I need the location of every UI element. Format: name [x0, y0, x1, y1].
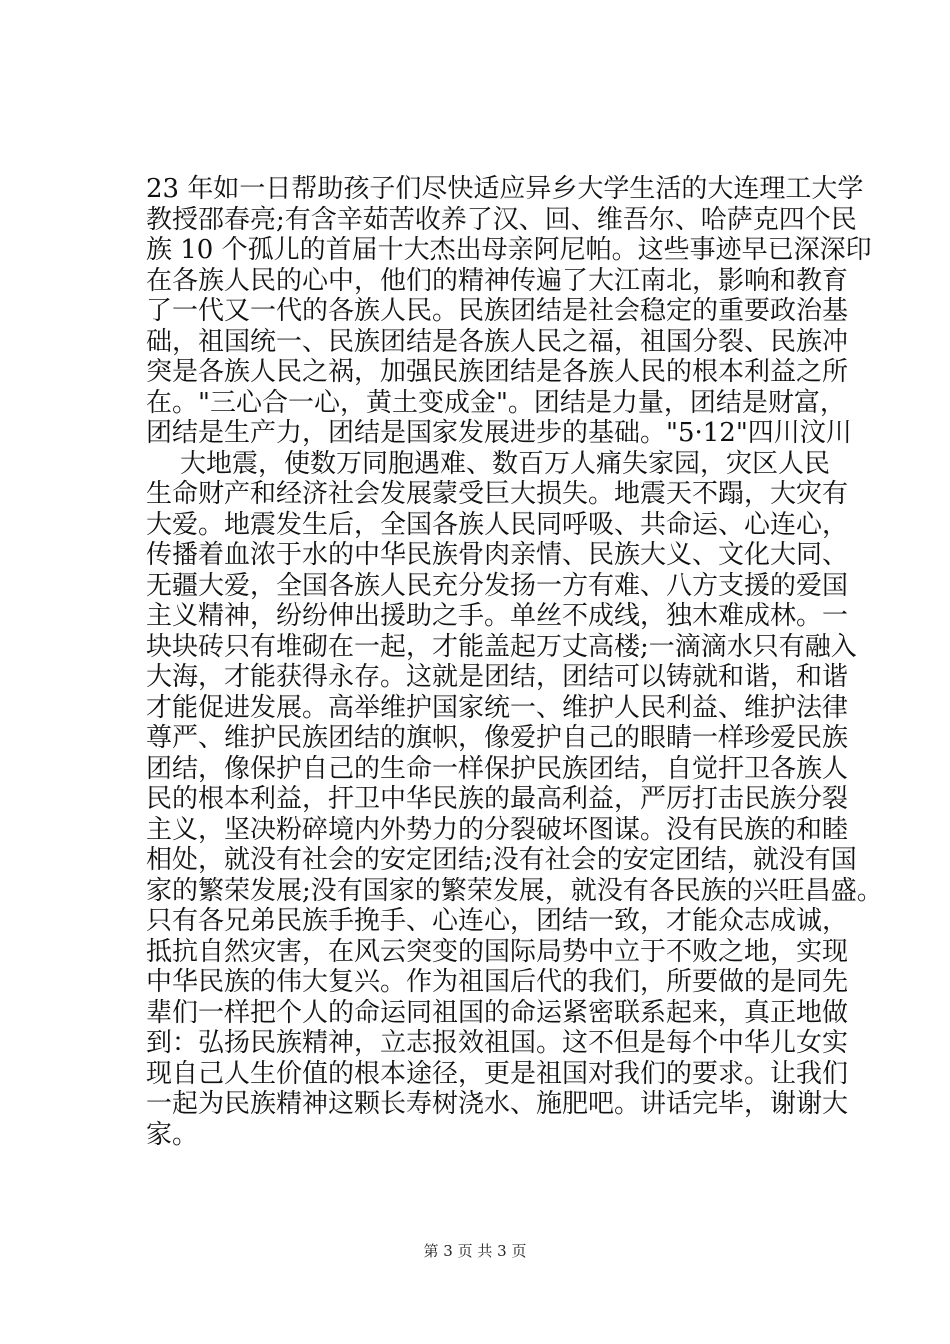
- text-line-6: 础，祖国统一、民族团结是各族人民之福，祖国分裂、民族冲: [146, 326, 849, 357]
- text-line-29: 到：弘扬民族精神，立志报效祖国。这不但是每个中华儿女实: [146, 1028, 849, 1058]
- text-line-1: 23 年如一日帮助孩子们尽快适应异乡大学生活的大连理工大学: [146, 174, 864, 204]
- text-line-26: 抵抗自然灾害，在风云突变的国际局势中立于不败之地，实现: [146, 936, 849, 967]
- page-number-footer: 第 3 页 共 3 页: [423, 1242, 527, 1260]
- text-line-23: 相处，就没有社会的安定团结;没有社会的安定团结，就没有国: [146, 845, 857, 875]
- document-body: [146, 174, 883, 1150]
- text-line-28: 辈们一样把个人的命运同祖国的命运紧密联系起来，真正地做: [146, 997, 849, 1028]
- text-line-3: 族 10 个孤儿的首届十大杰出母亲阿尼帕。这些事迹早已深深印: [146, 235, 872, 265]
- text-line-24: 家的繁荣发展;没有国家的繁荣发展，就没有各民族的兴旺昌盛。: [146, 875, 883, 906]
- text-line-17: 大海，才能获得永存。这就是团结，团结可以铸就和谐，和谐: [146, 662, 849, 692]
- text-line-8: 在。"三心合一心，黄土变成金"。团结是力量，团结是财富，: [146, 387, 846, 418]
- text-line-18: 才能促进发展。高举维护国家统一、维护人民利益、维护法律: [146, 692, 849, 723]
- text-line-4: 在各族人民的心中，他们的精神传遍了大江南北，影响和教育: [146, 265, 849, 296]
- text-line-21: 民的根本利益，扞卫中华民族的最高利益，严厉打击民族分裂: [146, 784, 849, 814]
- text-line-19: 尊严、维护民族团结的旗帜，像爱护自己的眼睛一样珍爱民族: [146, 723, 849, 753]
- text-line-31: 一起为民族精神这颗长寿树浇水、施肥吧。讲话完毕，谢谢大: [146, 1089, 849, 1119]
- text-line-11: 生命财产和经济社会发展蒙受巨大损失。地震天不蹋，大灾有: [146, 479, 849, 509]
- text-line-15: 主义精神，纷纷伸出援助之手。单丝不成线，独木难成林。一: [146, 601, 849, 631]
- text-line-32: 家。: [146, 1119, 199, 1150]
- text-line-7: 突是各族人民之祸，加强民族团结是各族人民的根本利益之所: [146, 357, 849, 387]
- text-line-20: 团结，像保护自己的生命一样保护民族团结，自觉扞卫各族人: [146, 753, 849, 784]
- text-line-30: 现自己人生价值的根本途径，更是祖国对我们的要求。让我们: [146, 1058, 849, 1089]
- text-line-14: 无疆大爱，全国各族人民充分发扬一方有难、八方支援的爱国: [146, 570, 849, 601]
- text-line-13: 传播着血浓于水的中华民族骨肉亲情、民族大义、文化大同、: [146, 540, 849, 570]
- text-line-22: 主义，坚决粉碎境内外势力的分裂破坏图谋。没有民族的和睦: [146, 814, 849, 845]
- text-line-2: 教授邵春亮;有含辛茹苦收养了汉、回、维吾尔、哈萨克四个民: [146, 204, 857, 235]
- text-line-5: 了一代又一代的各族人民。民族团结是社会稳定的重要政治基: [146, 296, 849, 326]
- text-line-25: 只有各兄弟民族手挽手、心连心，团结一致，才能众志成诚，: [146, 906, 849, 936]
- text-line-12: 大爱。地震发生后，全国各族人民同呼吸、共命运、心连心，: [146, 509, 849, 540]
- text-line-9: 团结是生产力，团结是国家发展进步的基础。"5·12"四川汶川: [146, 418, 852, 448]
- text-line-10: 大地震，使数万同胞遇难、数百万人痛失家园，灾区人民: [180, 448, 831, 479]
- text-line-27: 中华民族的伟大复兴。作为祖国后代的我们，所要做的是同先: [146, 967, 849, 997]
- text-line-16: 块块砖只有堆砌在一起，才能盖起万丈高楼;一滴滴水只有融入: [146, 631, 857, 662]
